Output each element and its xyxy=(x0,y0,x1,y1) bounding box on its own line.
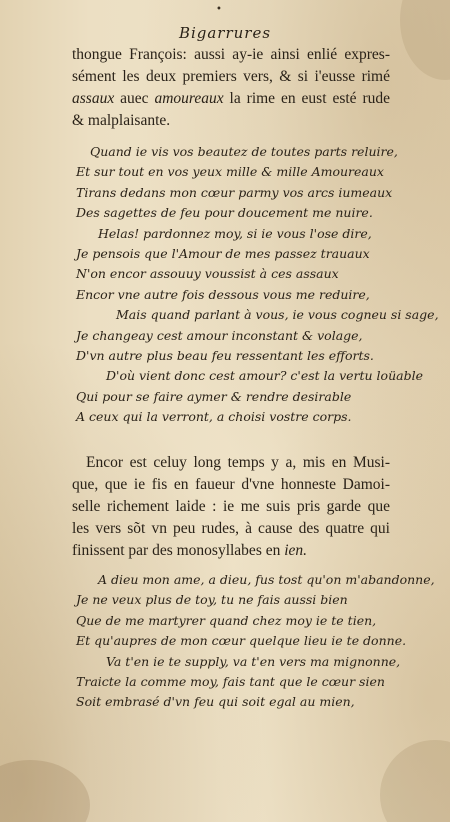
paragraph-line: Encor est celuy long temps y a, mis en Musi- xyxy=(86,454,390,471)
paragraph-line: les vers sõt vn peu rudes, à cause des quatre qui xyxy=(72,520,390,537)
verse-line: Et qu'aupres de mon cœur quelque lieu ie te donne. xyxy=(76,633,407,649)
paragraph-1 xyxy=(72,44,390,132)
paper-stain xyxy=(0,760,90,822)
verse-line: A ceux qui la verront, a choisi vostre corps. xyxy=(76,409,352,425)
paragraph-text: finissent par des monosyllabes en xyxy=(72,542,285,559)
italic-word: assaux xyxy=(72,90,115,107)
italic-word: amoureaux xyxy=(154,90,224,107)
running-title: Bigarrures xyxy=(178,24,272,42)
verse-line: Encor vne autre fois dessous vous me reduire, xyxy=(76,286,370,302)
paragraph-text: la rime en eust esté rude xyxy=(223,90,391,107)
header-ornament: • xyxy=(216,4,222,15)
verse-line: Soit embrasé d'vn feu qui soit egal au mien, xyxy=(76,694,355,710)
verse-line: A dieu mon ame, a dieu, fus tost qu'on m'abandonne, xyxy=(98,572,435,587)
paragraph-line: sément les deux premiers vers, & si i'eusse rimé xyxy=(72,68,390,85)
song-verse xyxy=(76,570,435,713)
verse-line: D'vn autre plus beau feu ressentant les efforts. xyxy=(76,348,374,364)
verse-line: Je ne veux plus de toy, tu ne fais aussi bien xyxy=(76,592,348,608)
verse-line: Traicte la comme moy, fais tant que le cœur sien xyxy=(76,674,385,690)
sonnet xyxy=(76,142,439,428)
italic-word: ien. xyxy=(284,542,308,559)
paragraph-line: & malplaisante. xyxy=(72,112,171,129)
paragraph-line: que, que ie fis en faueur d'vne honneste Damoi- xyxy=(72,476,390,493)
verse-line: Je changeay cest amour inconstant & volage, xyxy=(76,327,363,343)
verse-line: Je pensois que l'Amour de mes passez trauaux xyxy=(76,246,370,262)
paragraph-line: selle richement laide : ie me suis pris garde que xyxy=(72,498,390,515)
paragraph-2 xyxy=(72,452,390,562)
verse-line: Tirans dedans mon cœur parmy vos arcs iumeaux xyxy=(76,184,393,200)
verse-line: Helas! pardonnez moy, si ie vous l'ose dire, xyxy=(98,225,372,241)
verse-line: D'où vient donc cest amour? c'est la vertu loüable xyxy=(106,368,423,384)
paragraph-line: thongue François: aussi ay-ie ainsi enlié expres- xyxy=(72,46,390,63)
paper-stain xyxy=(380,740,450,822)
verse-line: Des sagettes de feu pour doucement me nuire. xyxy=(76,205,373,221)
paragraph-line xyxy=(72,88,390,110)
verse-line: N'on encor assouuy voussist à ces assaux xyxy=(76,266,339,282)
verse-line: Qui pour se faire aymer & rendre desirable xyxy=(76,388,352,404)
verse-line: Mais quand parlant à vous, ie vous cogneu si sage, xyxy=(116,307,439,323)
verse-line: Et sur tout en vos yeux mille & mille Amoureaux xyxy=(76,164,384,180)
verse-line: Quand ie vis vos beautez de toutes parts reluire, xyxy=(90,144,398,159)
paragraph-text: auec xyxy=(114,90,155,107)
paragraph-line xyxy=(72,540,390,562)
verse-line: Va t'en ie te supply, va t'en vers ma mignonne, xyxy=(106,653,401,669)
verse-line: Que de me martyrer quand chez moy ie te tien, xyxy=(76,612,377,628)
